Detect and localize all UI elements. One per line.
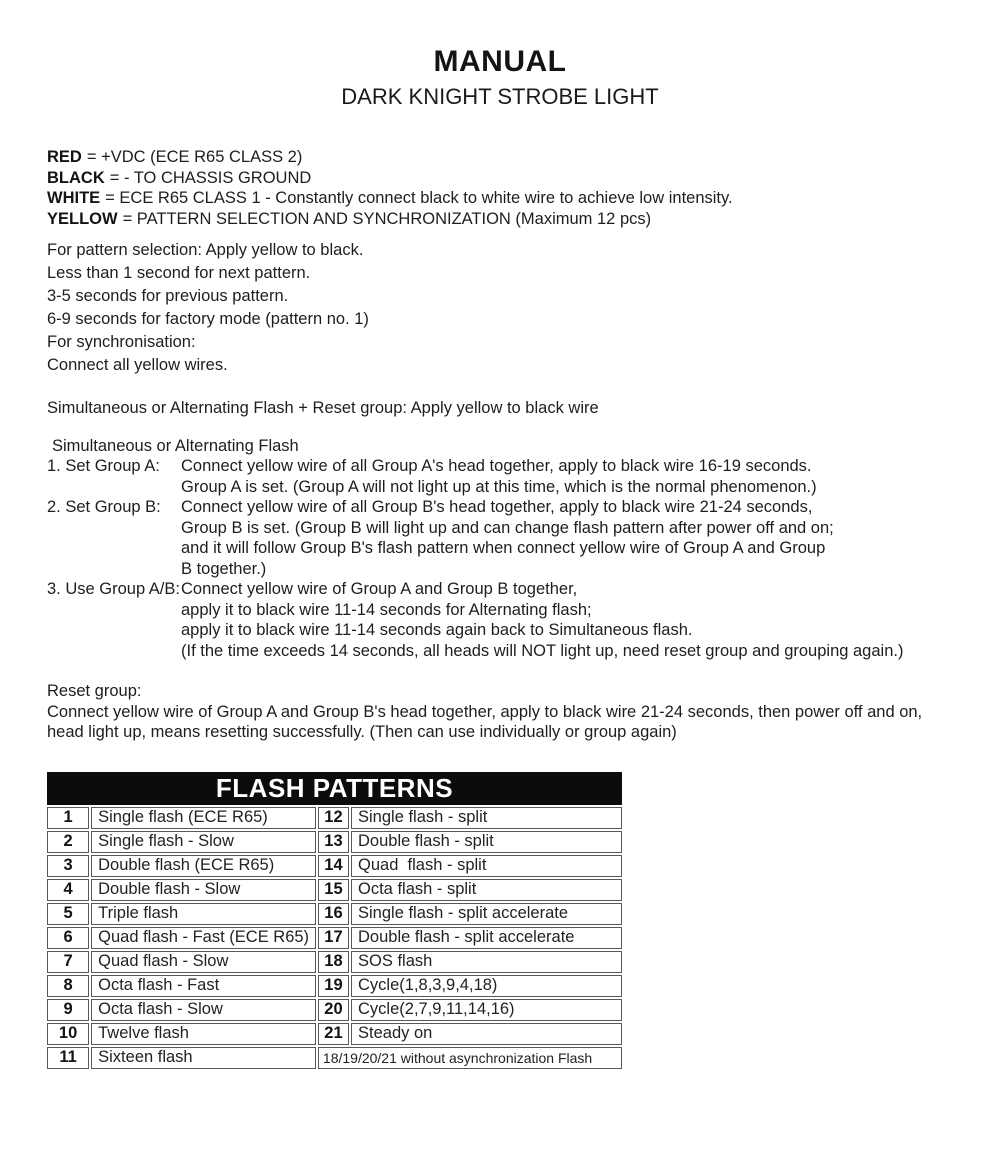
pattern-label-cell: Double flash (ECE R65) xyxy=(91,855,316,877)
legend-wire-desc: = - TO CHASSIS GROUND xyxy=(109,168,312,187)
pattern-label-cell: Double flash - split xyxy=(351,831,622,853)
group-step-b xyxy=(47,497,945,579)
wire-legend xyxy=(47,147,945,230)
manual-content xyxy=(47,147,945,1071)
pattern-label-cell: Single flash - split accelerate xyxy=(351,903,622,925)
step-label: 2. Set Group B: xyxy=(47,498,161,517)
step-line: and it will follow Group B's flash pattern when connect yellow wire of Group A and Group xyxy=(181,539,826,558)
pattern-number-cell: 20 xyxy=(318,999,349,1021)
pattern-number-cell: 1 xyxy=(47,807,89,829)
pattern-number-cell: 7 xyxy=(47,951,89,973)
table-row xyxy=(47,1023,622,1045)
reset-group-line: Connect yellow wire of Group A and Group B's head together, apply to black wire 21-24 seconds, then power off and on, xyxy=(47,702,923,721)
table-row xyxy=(47,927,622,949)
instruction-line: For pattern selection: Apply yellow to black. xyxy=(47,240,364,259)
table-row xyxy=(47,807,622,829)
step-line: B together.) xyxy=(181,559,267,578)
pattern-selection-instructions xyxy=(47,239,945,377)
instruction-line: 3-5 seconds for previous pattern. xyxy=(47,286,289,305)
pattern-label-cell: Steady on xyxy=(351,1023,622,1045)
legend-line-red xyxy=(47,147,945,168)
reset-group-heading: Reset group: xyxy=(47,682,142,701)
pattern-number-cell: 2 xyxy=(47,831,89,853)
table-row xyxy=(47,879,622,901)
pattern-number-cell: 12 xyxy=(318,807,349,829)
grouping-intro: Simultaneous or Alternating Flash + Reset group: Apply yellow to black wire xyxy=(47,398,599,417)
pattern-label-cell: SOS flash xyxy=(351,951,622,973)
step-line: (If the time exceeds 14 seconds, all heads will NOT light up, need reset group and grouping again.) xyxy=(181,641,904,660)
legend-wire-name: BLACK xyxy=(47,168,105,187)
pattern-label-cell: Double flash - split accelerate xyxy=(351,927,622,949)
pattern-label-cell: Octa flash - split xyxy=(351,879,622,901)
pattern-label-cell: Octa flash - Fast xyxy=(91,975,316,997)
flash-patterns-title: FLASH PATTERNS xyxy=(47,772,622,805)
table-header-row xyxy=(47,772,622,805)
pattern-label-cell: Cycle(2,7,9,11,14,16) xyxy=(351,999,622,1021)
page-title: MANUAL xyxy=(433,45,567,78)
pattern-number-cell: 15 xyxy=(318,879,349,901)
table-footer-note: 18/19/20/21 without asynchronization Flash xyxy=(318,1047,622,1069)
pattern-label-cell: Quad flash - Fast (ECE R65) xyxy=(91,927,316,949)
pattern-label-cell: Sixteen flash xyxy=(91,1047,316,1069)
pattern-number-cell: 18 xyxy=(318,951,349,973)
pattern-number-cell: 3 xyxy=(47,855,89,877)
pattern-number-cell: 14 xyxy=(318,855,349,877)
title-block xyxy=(0,0,1000,111)
instruction-line: Connect all yellow wires. xyxy=(47,355,228,374)
pattern-number-cell: 19 xyxy=(318,975,349,997)
step-lines xyxy=(181,579,945,661)
instruction-line: 6-9 seconds for factory mode (pattern no. 1) xyxy=(47,309,369,328)
pattern-number-cell: 11 xyxy=(47,1047,89,1069)
legend-wire-name: WHITE xyxy=(47,189,101,208)
legend-wire-name: RED xyxy=(47,148,82,166)
pattern-label-cell: Single flash (ECE R65) xyxy=(91,807,316,829)
legend-wire-name: YELLOW xyxy=(47,210,118,229)
reset-group-line: head light up, means resetting successfully. (Then can use individually or group again) xyxy=(47,723,677,742)
flash-patterns-table xyxy=(45,770,624,1071)
legend-wire-desc: = ECE R65 CLASS 1 - Constantly connect black to white wire to achieve low intensity. xyxy=(105,189,733,208)
pattern-number-cell: 6 xyxy=(47,927,89,949)
legend-wire-desc: = PATTERN SELECTION AND SYNCHRONIZATION (Maximum 12 pcs) xyxy=(122,210,652,229)
step-line: apply it to black wire 11-14 seconds for Alternating flash; xyxy=(181,600,592,619)
group-step-ab xyxy=(47,579,945,661)
pattern-number-cell: 5 xyxy=(47,903,89,925)
table-row xyxy=(47,855,622,877)
pattern-label-cell: Octa flash - Slow xyxy=(91,999,316,1021)
pattern-number-cell: 16 xyxy=(318,903,349,925)
pattern-number-cell: 17 xyxy=(318,927,349,949)
pattern-label-cell: Quad flash - split xyxy=(351,855,622,877)
step-line: Group A is set. (Group A will not light up at this time, which is the normal phenomenon.) xyxy=(181,477,817,496)
instruction-line: For synchronisation: xyxy=(47,332,196,351)
pattern-number-cell: 9 xyxy=(47,999,89,1021)
table-row xyxy=(47,999,622,1021)
pattern-number-cell: 21 xyxy=(318,1023,349,1045)
pattern-label-cell: Single flash - Slow xyxy=(91,831,316,853)
table-row-last xyxy=(47,1047,622,1069)
step-line: Connect yellow wire of Group A and Group B together, xyxy=(181,580,578,599)
pattern-label-cell: Twelve flash xyxy=(91,1023,316,1045)
step-lines xyxy=(181,456,945,497)
table-row xyxy=(47,951,622,973)
legend-line-black xyxy=(47,168,945,189)
pattern-number-cell: 8 xyxy=(47,975,89,997)
legend-wire-desc: = +VDC (ECE R65 CLASS 2) xyxy=(86,148,303,166)
instruction-line: Less than 1 second for next pattern. xyxy=(47,263,311,282)
pattern-label-cell: Quad flash - Slow xyxy=(91,951,316,973)
pattern-label-cell: Cycle(1,8,3,9,4,18) xyxy=(351,975,622,997)
grouping-steps xyxy=(47,456,945,661)
step-line: Group B is set. (Group B will light up and can change flash pattern after power off and on; xyxy=(181,518,834,537)
pattern-label-cell: Double flash - Slow xyxy=(91,879,316,901)
pattern-label-cell: Triple flash xyxy=(91,903,316,925)
table-row xyxy=(47,903,622,925)
pattern-number-cell: 13 xyxy=(318,831,349,853)
table-row xyxy=(47,975,622,997)
grouping-subheading: Simultaneous or Alternating Flash xyxy=(52,436,299,455)
pattern-number-cell: 10 xyxy=(47,1023,89,1045)
legend-line-white xyxy=(47,188,945,209)
step-line: Connect yellow wire of all Group B's head together, apply to black wire 21-24 seconds, xyxy=(181,498,813,517)
reset-group-section xyxy=(47,681,945,743)
page-subtitle: DARK KNIGHT STROBE LIGHT xyxy=(341,84,659,109)
step-line: Connect yellow wire of all Group A's head together, apply to black wire 16-19 seconds. xyxy=(181,457,812,476)
pattern-label-cell: Single flash - split xyxy=(351,807,622,829)
table-row xyxy=(47,831,622,853)
group-step-a xyxy=(47,456,945,497)
step-label: 3. Use Group A/B: xyxy=(47,580,180,599)
step-lines xyxy=(181,497,945,579)
step-line: apply it to black wire 11-14 seconds again back to Simultaneous flash. xyxy=(181,621,693,640)
step-label: 1. Set Group A: xyxy=(47,457,160,476)
pattern-number-cell: 4 xyxy=(47,879,89,901)
legend-line-yellow xyxy=(47,209,945,230)
